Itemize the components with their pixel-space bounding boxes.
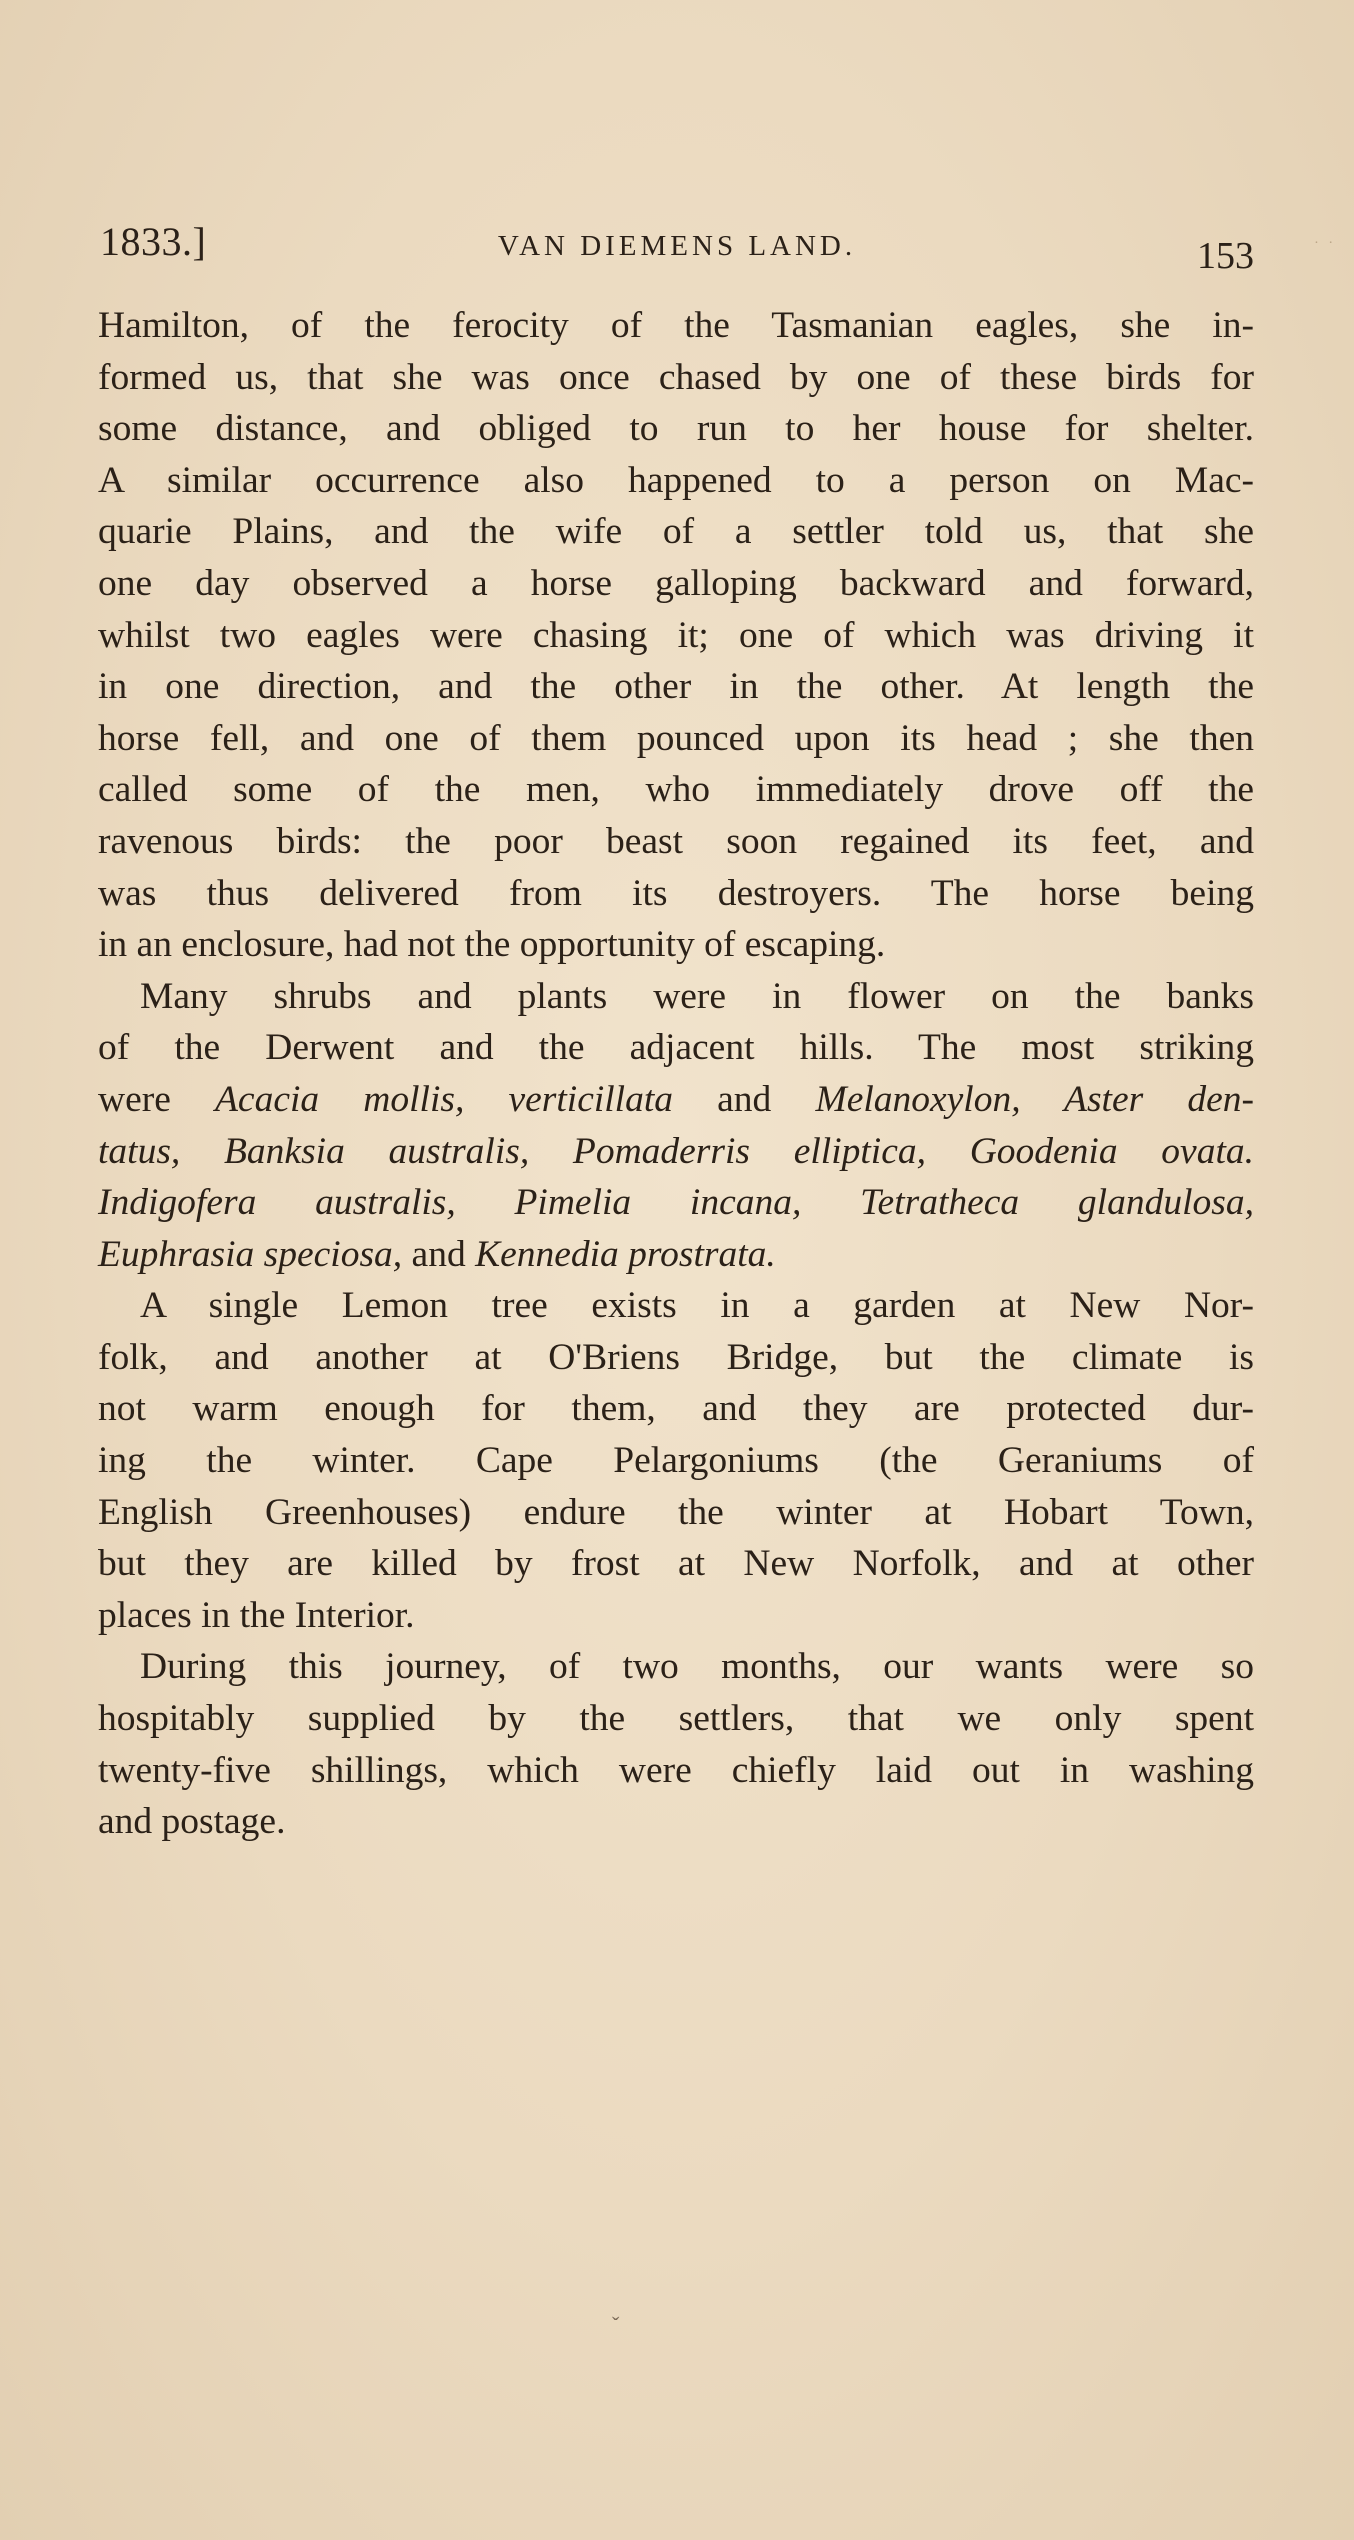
text-line (98, 610, 1254, 662)
italic-segment: Kennedia prostrata. (475, 1233, 776, 1275)
text-line (98, 403, 1254, 455)
text-segment: one day observed a horse galloping backward and forward, (98, 562, 1254, 604)
text-segment: and (402, 1233, 476, 1275)
text-line (98, 455, 1254, 507)
text-line (98, 764, 1254, 816)
text-line (98, 1590, 1254, 1642)
text-line (98, 300, 1254, 352)
text-line (98, 506, 1254, 558)
page-number: 153 (1197, 235, 1254, 277)
text-line (98, 1745, 1254, 1797)
text-line (98, 1693, 1254, 1745)
text-line (98, 1641, 1254, 1693)
italic-segment: tatus, Banksia australis, Pomaderris elliptica, Goodenia ovata. (98, 1130, 1254, 1172)
text-line (98, 1435, 1254, 1487)
text-segment: of the Derwent and the adjacent hills. The most striking (98, 1027, 1254, 1069)
text-segment: horse fell, and one of them pounced upon its head ; she then (98, 717, 1254, 759)
edge-marks: · · (1314, 236, 1336, 251)
text-line (98, 713, 1254, 765)
italic-segment: Melanoxylon, Aster den- (815, 1078, 1254, 1120)
text-line (98, 1229, 1254, 1281)
text-line (98, 919, 1254, 971)
text-line (98, 1126, 1254, 1178)
text-segment: were (98, 1078, 216, 1120)
text-segment: During this journey, of two months, our wants were so (140, 1646, 1254, 1688)
text-segment: ravenous birds: the poor beast soon regained its feet, and (98, 820, 1254, 862)
text-line (98, 1074, 1254, 1126)
text-line (98, 1022, 1254, 1074)
text-segment: places in the Interior. (98, 1594, 415, 1636)
text-segment: quarie Plains, and the wife of a settler told us, that she (98, 511, 1254, 553)
text-segment: formed us, that she was once chased by one of these birds for (98, 356, 1254, 398)
text-segment: but they are killed by frost at New Norfolk, and at other (98, 1543, 1254, 1585)
text-segment: and (673, 1078, 816, 1120)
text-segment: A single Lemon tree exists in a garden at New Nor- (140, 1285, 1254, 1327)
text-line (98, 558, 1254, 610)
header-title: VAN DIEMENS LAND. (497, 230, 857, 262)
italic-segment: Indigofera australis, Pimelia incana, Tetratheca glandulosa, (98, 1182, 1254, 1224)
text-line (98, 352, 1254, 404)
text-segment: Many shrubs and plants were in flower on the banks (140, 975, 1254, 1017)
text-line (98, 1383, 1254, 1435)
text-line (98, 816, 1254, 868)
text-segment: whilst two eagles were chasing it; one of which was driving it (98, 614, 1254, 656)
text-segment: was thus delivered from its destroyers. The horse being (98, 872, 1254, 914)
text-segment: English Greenhouses) endure the winter at Hobart Town, (98, 1491, 1254, 1533)
text-segment: some distance, and obliged to run to her house for shelter. (98, 408, 1254, 450)
text-line (98, 1487, 1254, 1539)
text-segment: in one direction, and the other in the other. At length the (98, 666, 1254, 708)
italic-segment: Acacia mollis, verticillata (215, 1078, 674, 1120)
text-line (98, 1538, 1254, 1590)
text-segment: Hamilton, of the ferocity of the Tasmanian eagles, she in- (98, 305, 1254, 346)
text-segment: not warm enough for them, and they are protected dur- (98, 1388, 1254, 1430)
text-segment: ing the winter. Cape Pelargoniums (the Geraniums of (98, 1440, 1254, 1482)
text-segment: and postage. (98, 1801, 286, 1843)
text-line (98, 971, 1254, 1023)
text-line (98, 1332, 1254, 1384)
text-segment: twenty-five shillings, which were chiefly laid out in washing (98, 1749, 1254, 1791)
text-segment: called some of the men, who immediately drove off the (98, 769, 1254, 811)
text-segment: folk, and another at O'Briens Bridge, but the climate is (98, 1336, 1254, 1378)
header-year: 1833.] (100, 219, 207, 264)
italic-segment: Euphrasia speciosa, (98, 1233, 403, 1275)
text-segment: hospitably supplied by the settlers, that we only spent (98, 1698, 1254, 1740)
text-segment: in an enclosure, had not the opportunity of escaping. (98, 924, 886, 966)
text-line (98, 1796, 1254, 1848)
text-line (98, 1177, 1254, 1229)
text-line (98, 1280, 1254, 1332)
body-text (98, 300, 1254, 1848)
text-line (98, 661, 1254, 713)
text-line (98, 868, 1254, 920)
text-segment: A similar occurrence also happened to a person on Mac- (98, 459, 1254, 501)
printer-mark: ˇ (612, 2312, 620, 2337)
running-head (100, 210, 1254, 277)
